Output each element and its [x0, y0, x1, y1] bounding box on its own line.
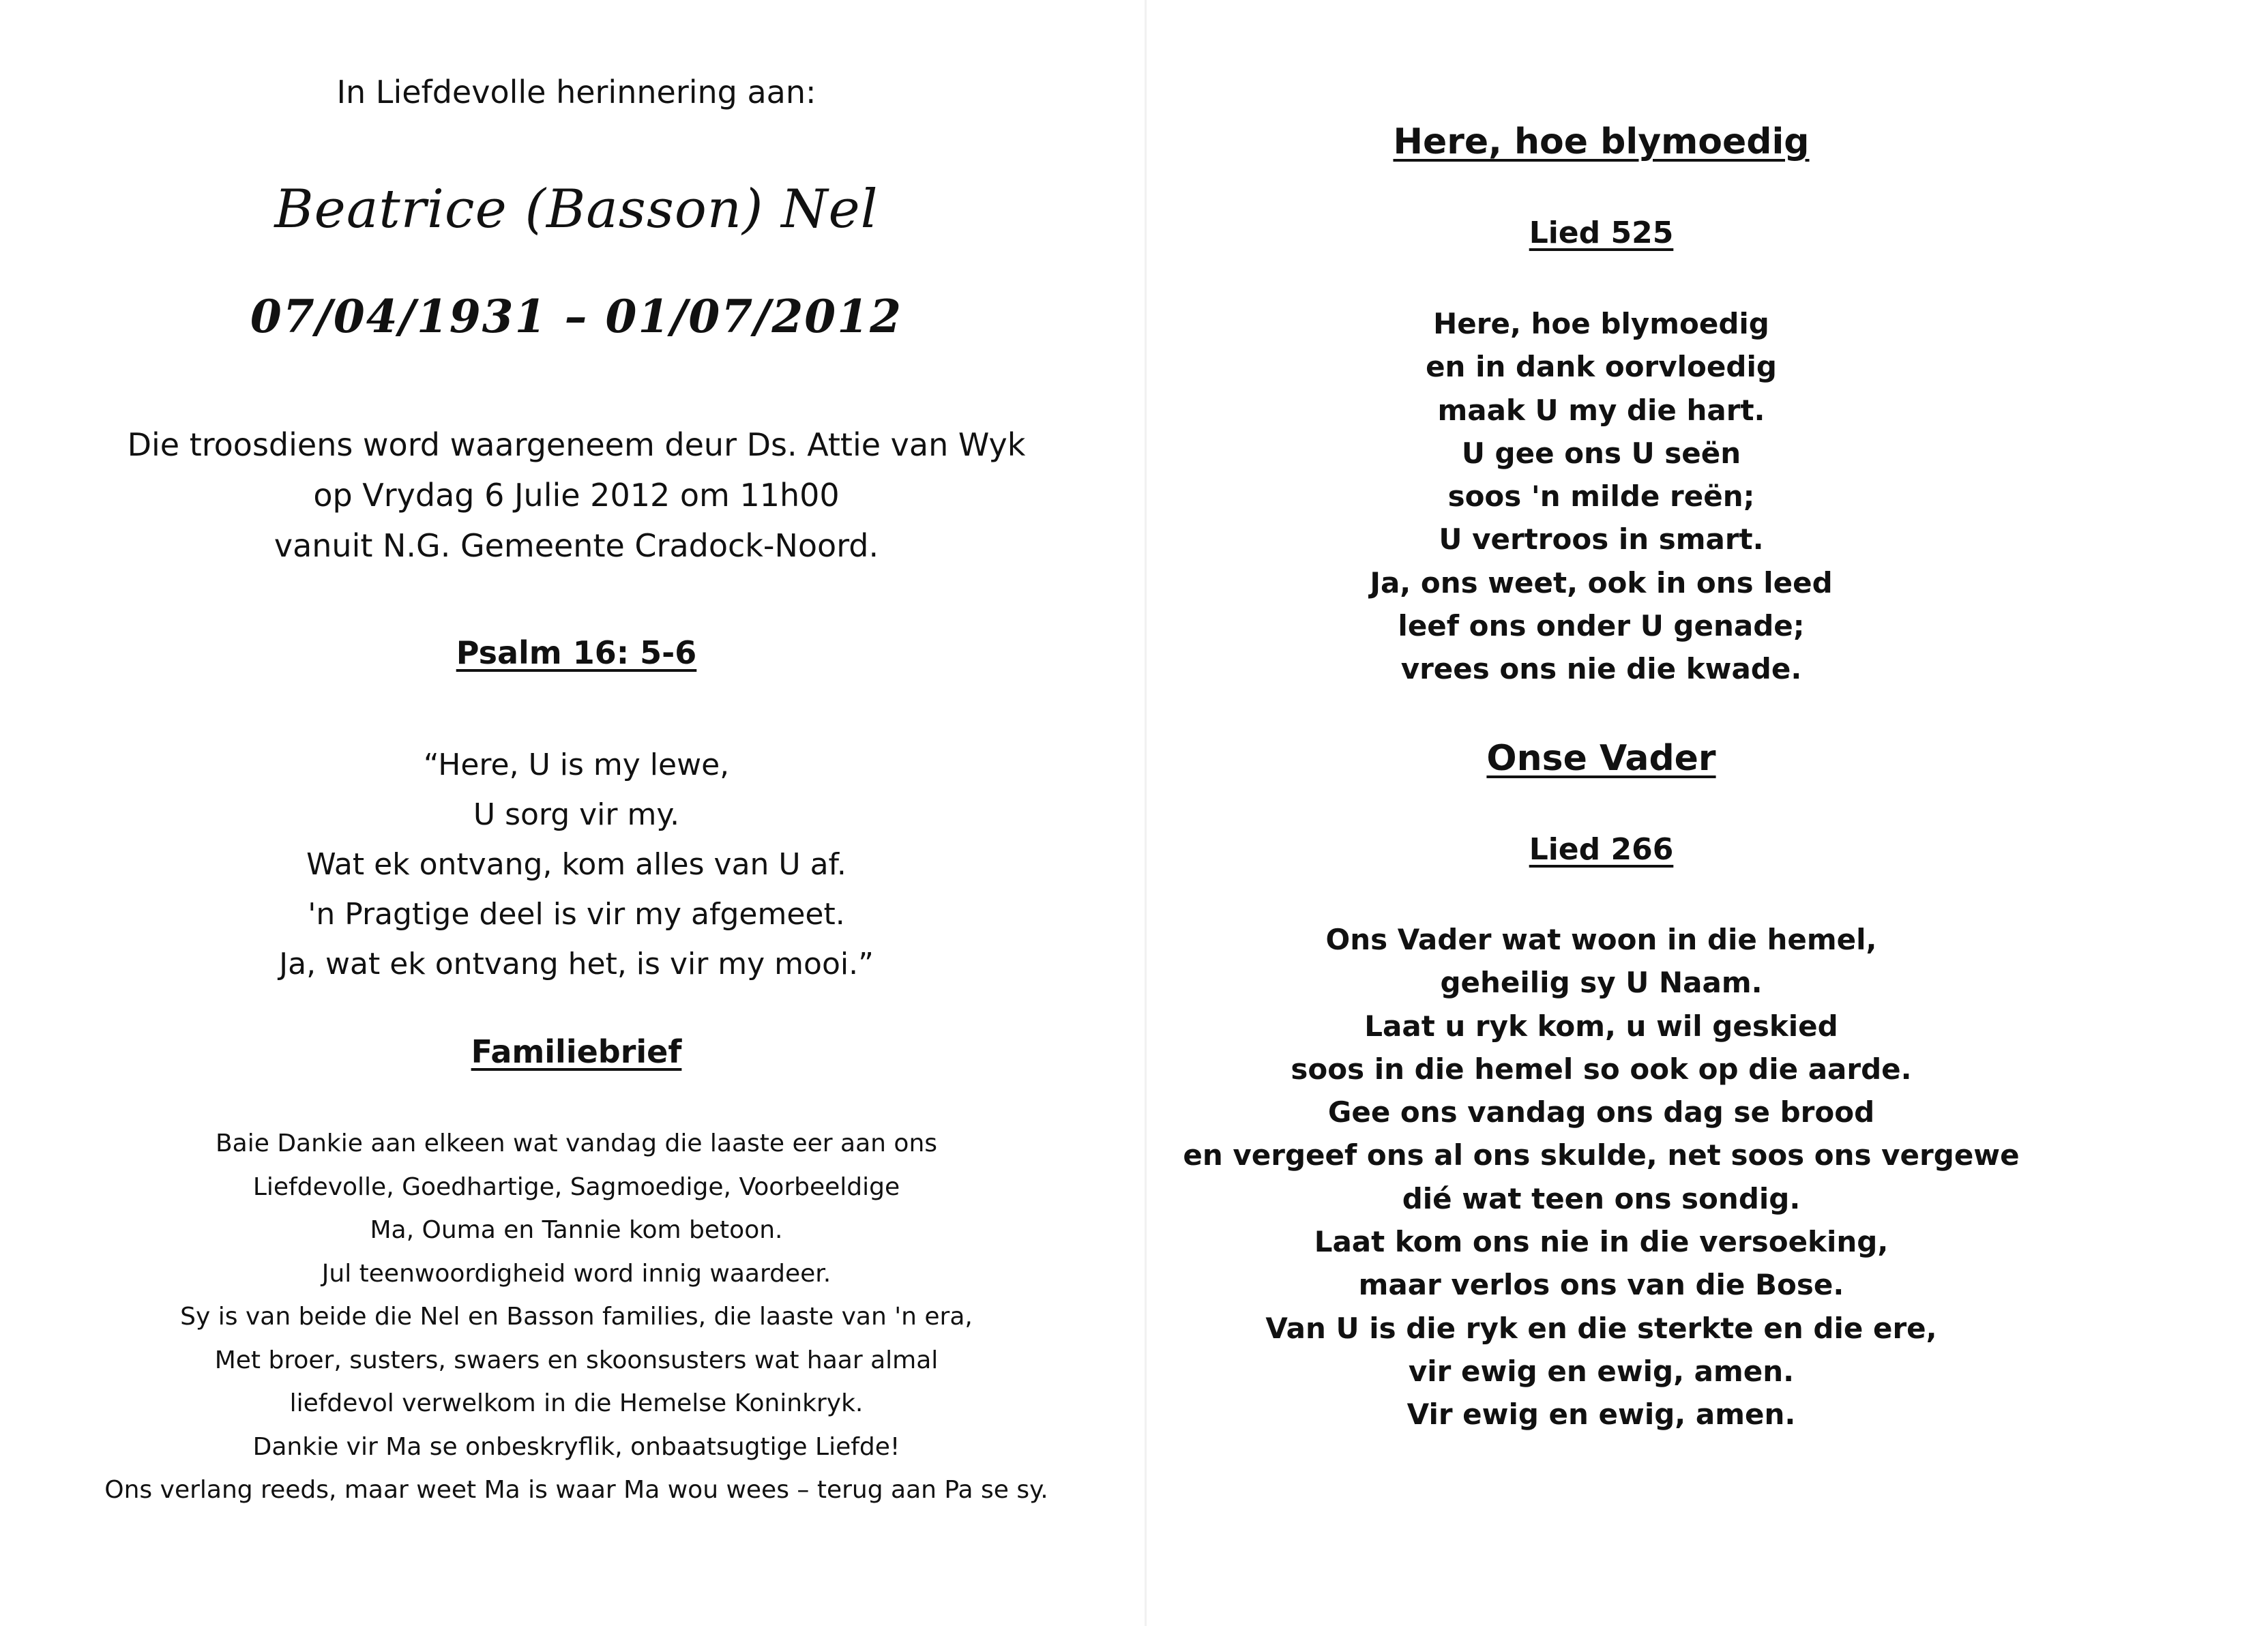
family-line: Ons verlang reeds, maar weet Ma is waar Ma wou wees – terug aan Pa se sy.	[104, 1476, 1048, 1504]
service-line: op Vrydag 6 Julie 2012 om 11h00	[313, 477, 840, 514]
hymn1-line: leef ons onder U genade;	[1398, 609, 1805, 643]
family-line: Liefdevolle, Goedhartige, Sagmoedige, Voorbeeldige	[252, 1172, 900, 1201]
hymn1-verse	[1010, 302, 2193, 691]
hymn1-line: soos 'n milde reën;	[1447, 479, 1755, 514]
hymn1-line: U gee ons U seën	[1461, 436, 1741, 470]
family-letter-heading: Familiebrief	[471, 1033, 682, 1070]
hymn1-line: vrees ons nie die kwade.	[1400, 652, 1802, 686]
hymn2-line: dié wat teen ons sondig.	[1402, 1181, 1801, 1215]
hymn2-line: geheilig sy U Naam.	[1440, 966, 1763, 1000]
family-line: Sy is van beide die Nel en Basson families, die laaste van 'n era,	[180, 1303, 973, 1331]
family-heading-wrap	[0, 1033, 1153, 1070]
family-line: Baie Dankie aan elkeen wat vandag die laaste eer aan ons	[215, 1129, 938, 1157]
hymn1-line: U vertroos in smart.	[1439, 522, 1764, 557]
hymn1-line: Here, hoe blymoedig	[1433, 307, 1769, 340]
hymn2-verse	[1010, 918, 2193, 1436]
service-line: vanuit N.G. Gemeente Cradock-Noord.	[274, 527, 879, 564]
life-dates: 07/04/1931 – 01/07/2012	[250, 290, 903, 343]
psalm-line: Ja, wat ek ontvang het, is vir my mooi.”	[279, 947, 874, 981]
hymn2-line: en vergeef ons al ons skulde, net soos ons vergewe	[1183, 1138, 2020, 1172]
family-line: Jul teenwoordigheid word innig waardeer.	[321, 1259, 831, 1288]
psalm-verse	[0, 740, 1153, 989]
hymn2-line: Gee ons vandag ons dag se brood	[1327, 1095, 1875, 1129]
intro-text: In Liefdevolle herinnering aan:	[336, 74, 816, 110]
right-page	[1146, 0, 2268, 1626]
hymn2-line: Ons Vader wat woon in die hemel,	[1325, 923, 1877, 956]
psalm-heading-wrap	[0, 634, 1153, 671]
family-line: liefdevol verwelkom in die Hemelse Koninkryk.	[289, 1389, 864, 1417]
hymn2-line: maar verlos ons van die Bose.	[1358, 1268, 1844, 1302]
hymn2-line: vir ewig en ewig, amen.	[1408, 1354, 1795, 1388]
hymn2-line: Van U is die ryk en die sterkte en die ere,	[1265, 1311, 1937, 1345]
family-line: Ma, Ouma en Tannie kom betoon.	[370, 1216, 783, 1244]
hymn1-number-wrap	[1010, 216, 2193, 250]
hymn2-line: Laat u ryk kom, u wil geskied	[1364, 1009, 1838, 1043]
hymn2-number-wrap	[1010, 832, 2193, 867]
hymn1-number: Lied 525	[1529, 216, 1674, 250]
hymn2-line: Laat kom ons nie in die versoeking,	[1314, 1225, 1889, 1259]
hymn2-number: Lied 266	[1529, 832, 1674, 867]
hymn2-title-wrap	[1010, 738, 2193, 779]
psalm-heading: Psalm 16: 5-6	[456, 634, 697, 671]
hymn1-title-wrap	[1010, 121, 2193, 162]
psalm-line: Wat ek ontvang, kom alles van U af.	[306, 847, 846, 882]
hymn2-line: Vir ewig en ewig, amen.	[1407, 1398, 1796, 1432]
service-line: Die troosdiens word waargeneem deur Ds. Attie van Wyk	[127, 426, 1026, 463]
service-details	[0, 419, 1153, 571]
psalm-line: “Here, U is my lewe,	[423, 748, 730, 782]
hymn2-title: Onse Vader	[1486, 738, 1716, 779]
hymn1-title: Here, hoe blymoedig	[1393, 121, 1810, 162]
family-line: Dankie vir Ma se onbeskryflik, onbaatsugtige Liefde!	[252, 1432, 900, 1461]
psalm-line: U sorg vir my.	[473, 797, 680, 832]
psalm-line: 'n Pragtige deel is vir my afgemeet.	[308, 897, 845, 932]
hymn2-line: soos in die hemel so ook op die aarde.	[1291, 1052, 1912, 1086]
hymn1-line: en in dank oorvloedig	[1426, 350, 1777, 384]
hymn1-line: Ja, ons weet, ook in ons leed	[1370, 565, 1833, 600]
family-letter	[0, 1122, 1153, 1512]
hymn1-line: maak U my die hart.	[1437, 393, 1765, 427]
deceased-name: Beatrice (Basson) Nel	[274, 179, 879, 240]
family-line: Met broer, susters, swaers en skoonsusters wat haar almal	[214, 1346, 939, 1374]
